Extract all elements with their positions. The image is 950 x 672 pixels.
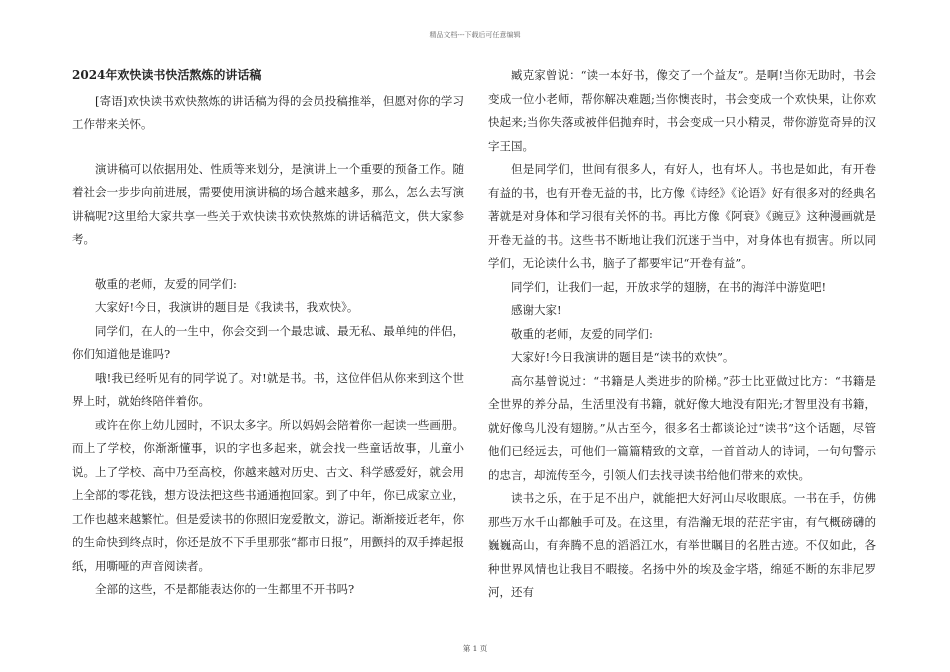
spacer	[72, 137, 464, 158]
page-header-note: 精品文档---下载后可任意编辑	[429, 31, 521, 39]
paragraph: 大家好!今日我演讲的题目是“读书的欢快”。	[511, 350, 735, 364]
paragraph: 哦!我已经听见有的同学说了。对!就是书。书，这位伴侣从你来到这个世界上时，就始终陪伴着你。	[72, 370, 464, 408]
paragraph: [寄语]欢快读书欢快熬炼的讲话稿为得的会员投稿推举，但愿对你的学习工作带来关怀。	[72, 93, 464, 131]
page-number: 第 1 页	[462, 644, 488, 653]
paragraph: 全部的这些，不是都能表达你的一生都里不开书吗?	[95, 582, 355, 596]
paragraph: 同学们，让我们一起，开放求学的翅膀，在书的海洋中游览吧!	[511, 279, 827, 294]
paragraph: 臧克家曾说：“读一本好书，像交了一个益友”。是啊!当你无助时，书会变成一位小老师，帮你解决难题;当你懊丧时，书会变成一个欢快果，让你欢快起来;当你失落或被伴侣抛弃时，书会变成一只小精灵，带你游览奇异的汉字王国。	[488, 68, 876, 153]
paragraph: 读书之乐，在于足不出户，就能把大好河山尽收眼底。一书在手，仿佛那些万水千山都触手可及。在这里，有浩瀚无垠的茫茫宇宙，有气概磅礴的巍巍高山，有奔腾不息的滔滔江水，有举世瞩目的名胜古迹。不仅如此，各种世界风情也让我目不暇接。名扬中外的埃及金字塔，绵延不断的东非尼罗河，还有	[488, 491, 876, 599]
paragraph: 敬重的老师，友爱的同学们:	[511, 326, 653, 341]
right-column	[488, 64, 876, 605]
paragraph: 感谢大家!	[511, 303, 562, 317]
spacer	[72, 252, 464, 273]
paragraph: 但是同学们，世间有很多人，有好人，也有坏人。书也是如此，有开卷有益的书，也有开卷无益的书，比方像《诗经》《论语》好有很多对的经典名著就是对身体和学习很有关怀的书。再比方像《阿衰》《豌豆》这种漫画就是开卷无益的书。这些书不断地让我们沉迷于当中，对身体也有损害。所以同学们，无论读什么书，脑子了都要牢记“开卷有益”。	[488, 162, 876, 270]
paragraph: 演讲稿可以依据用处、性质等来划分，是演讲上一个重要的预备工作。随着社会一步步向前进展，需要使用演讲稿的场合越来越多，那么，怎么去写演讲稿呢?这里给大家共享一些关于欢快读书欢快熬炼的讲话稿范文，供大家参考。	[72, 161, 464, 246]
paragraph: 高尔基曾说过：“书籍是人类进步的阶梯。”莎士比亚做过比方：“书籍是全世界的养分品，生活里没有书籍，就好像大地没有阳光;才智里没有书籍，就好像鸟儿没有翅膀。”从古至今，很多名士都谈论过“读书”这个话题，尽管他们已经远去，可他们一篇篇精致的文章，一首首动人的诗词，一句句警示的忠言，却流传至今，引领人们去找寻读书给他们带来的欢快。	[488, 373, 876, 482]
paragraph: 同学们，在人的一生中，你会交到一个最忠诚、最无私、最单纯的伴侣，你们知道他是谁吗?	[72, 323, 464, 361]
paragraph: 敬重的老师，友爱的同学们:	[95, 276, 237, 291]
paragraph: 或许在你上幼儿园时，不识太多字。所以妈妈会陪着你一起读一些画册。而上了学校，你渐渐懂事，识的字也多起来，就会找一些童话故事，儿童小说。上了学校、高中乃至高校，你越来越对历史、古文、科学感爱好，就会用上全部的零花钱，想方设法把这些书通通抱回家。到了中年，你已成家立业，工作也越来越繁忙。但是爱读书的你照旧宠爱散文，游记。渐渐接近老年，你的生命快到终点时，你还是放不下手里那张“都市日报”，用颤抖的双手捧起报纸，用嘶哑的声音阅读者。	[72, 417, 464, 573]
left-column	[72, 64, 464, 602]
paragraph: 大家好!今日，我演讲的题目是《我读书，我欢快》。	[95, 300, 359, 314]
document-title: 2024年欢快读书快活熬炼的讲话稿	[72, 68, 262, 82]
